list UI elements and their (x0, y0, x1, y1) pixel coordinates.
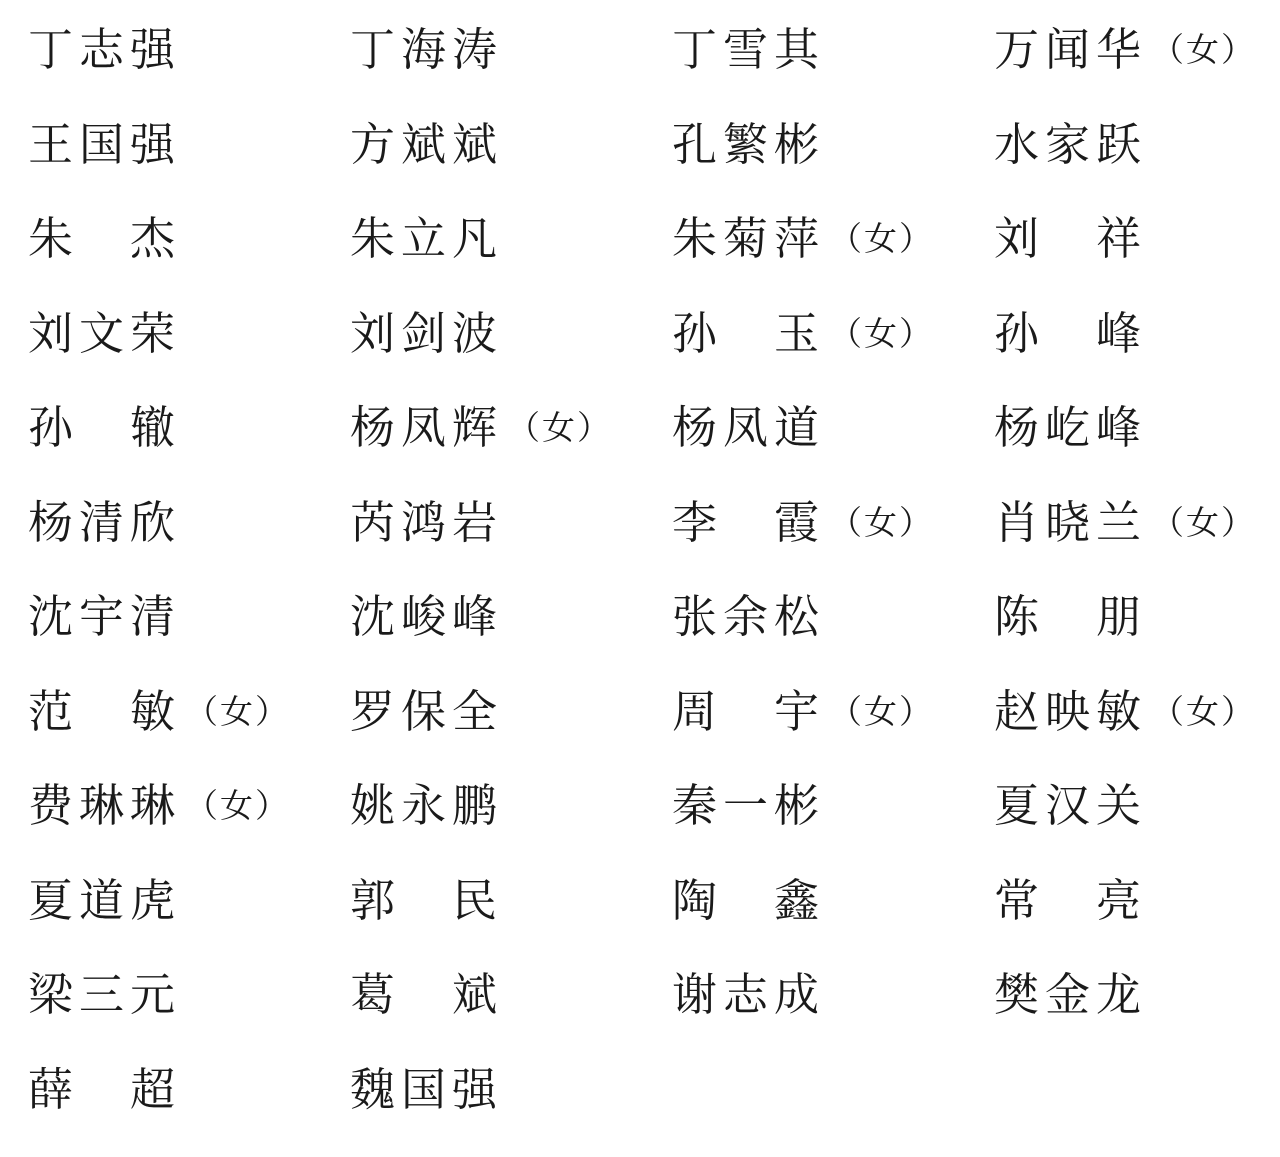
list-item (350, 115, 672, 175)
person-name: 常 亮 (994, 873, 1148, 927)
gender-note: （女） (1151, 30, 1257, 69)
list-item (994, 682, 1268, 742)
person-name: 丁雪其 (672, 23, 826, 76)
person-name: 朱菊萍 (672, 212, 826, 265)
list-item (350, 209, 672, 269)
person-name: 刘剑波 (350, 306, 504, 360)
person-name: 朱立凡 (350, 212, 504, 265)
person-name: 费琳琳 (28, 779, 182, 832)
person-name: 范 敏 (28, 684, 182, 738)
list-item (28, 398, 350, 458)
person-name: 魏国强 (350, 1062, 504, 1116)
list-item (28, 1060, 350, 1120)
person-name: 郭 民 (350, 873, 504, 927)
person-name: 丁海涛 (350, 23, 504, 76)
list-item (672, 304, 994, 364)
person-name: 杨凤道 (672, 401, 826, 454)
person-name: 杨清欣 (28, 495, 182, 549)
list-item (672, 965, 994, 1025)
person-name: 罗保全 (350, 684, 504, 738)
list-item (994, 587, 1268, 647)
list-item (994, 209, 1268, 269)
person-name: 梁三元 (28, 968, 182, 1021)
person-name: 夏汉关 (994, 779, 1148, 832)
gender-note: （女） (829, 502, 935, 542)
list-item (28, 587, 350, 647)
list-item (28, 682, 350, 742)
list-item (994, 398, 1268, 458)
list-item (28, 115, 350, 175)
list-item (672, 398, 994, 458)
list-item (994, 493, 1268, 553)
person-name: 丁志强 (28, 23, 182, 76)
list-item (994, 965, 1268, 1025)
list-item (350, 776, 672, 836)
gender-note: （女） (829, 691, 935, 731)
person-name: 陈 朋 (994, 590, 1148, 643)
person-name: 杨屹峰 (994, 401, 1148, 454)
person-name: 张余松 (672, 590, 826, 643)
list-item (672, 587, 994, 647)
person-name: 沈峻峰 (350, 590, 504, 643)
list-item (672, 776, 994, 836)
list-item (350, 20, 672, 80)
list-item (28, 304, 350, 364)
person-name: 姚永鹏 (350, 779, 504, 832)
person-name: 孔繁彬 (672, 117, 826, 171)
person-name: 肖晓兰 (994, 495, 1148, 549)
list-item (28, 20, 350, 80)
gender-note: （女） (507, 408, 613, 447)
list-item (28, 493, 350, 553)
list-item (350, 682, 672, 742)
list-item (994, 115, 1268, 175)
list-item (350, 871, 672, 931)
list-item (994, 20, 1268, 80)
list-item (672, 115, 994, 175)
list-item (350, 304, 672, 364)
person-name: 赵映敏 (994, 684, 1148, 738)
person-name: 方斌斌 (350, 117, 504, 171)
gender-note: （女） (1151, 691, 1257, 731)
list-item (28, 871, 350, 931)
person-name: 水家跃 (994, 117, 1148, 171)
gender-note: （女） (185, 786, 291, 825)
gender-note: （女） (185, 691, 291, 731)
person-name: 刘文荣 (28, 306, 182, 360)
person-name: 秦一彬 (672, 779, 826, 832)
list-item (672, 209, 994, 269)
list-item (350, 493, 672, 553)
person-name: 葛 斌 (350, 968, 504, 1021)
gender-note: （女） (829, 219, 935, 258)
person-name: 陶 鑫 (672, 873, 826, 927)
list-item (994, 871, 1268, 931)
list-item (994, 304, 1268, 364)
list-item (672, 493, 994, 553)
list-item (350, 587, 672, 647)
gender-note: （女） (1151, 502, 1257, 542)
person-name: 孙 辙 (28, 401, 182, 454)
list-item (994, 776, 1268, 836)
person-name: 孙 玉 (672, 306, 826, 360)
person-name: 杨凤辉 (350, 401, 504, 454)
list-item (28, 965, 350, 1025)
person-name: 孙 峰 (994, 306, 1148, 360)
list-item (672, 20, 994, 80)
person-name: 夏道虎 (28, 873, 182, 927)
list-item (350, 398, 672, 458)
person-name: 万闻华 (994, 23, 1148, 76)
person-name: 王国强 (28, 117, 182, 171)
person-name: 樊金龙 (994, 968, 1148, 1021)
person-name: 朱 杰 (28, 212, 182, 265)
person-name: 周 宇 (672, 684, 826, 738)
name-list (28, 20, 1268, 1154)
person-name: 刘 祥 (994, 212, 1148, 265)
person-name: 薛 超 (28, 1062, 182, 1116)
list-item (350, 1060, 672, 1120)
list-item (350, 965, 672, 1025)
person-name: 芮鸿岩 (350, 495, 504, 549)
list-item (28, 776, 350, 836)
list-item (672, 682, 994, 742)
person-name: 谢志成 (672, 968, 826, 1021)
person-name: 李 霞 (672, 495, 826, 549)
list-item (28, 209, 350, 269)
gender-note: （女） (829, 313, 935, 353)
person-name: 沈宇清 (28, 590, 182, 643)
list-item (672, 871, 994, 931)
